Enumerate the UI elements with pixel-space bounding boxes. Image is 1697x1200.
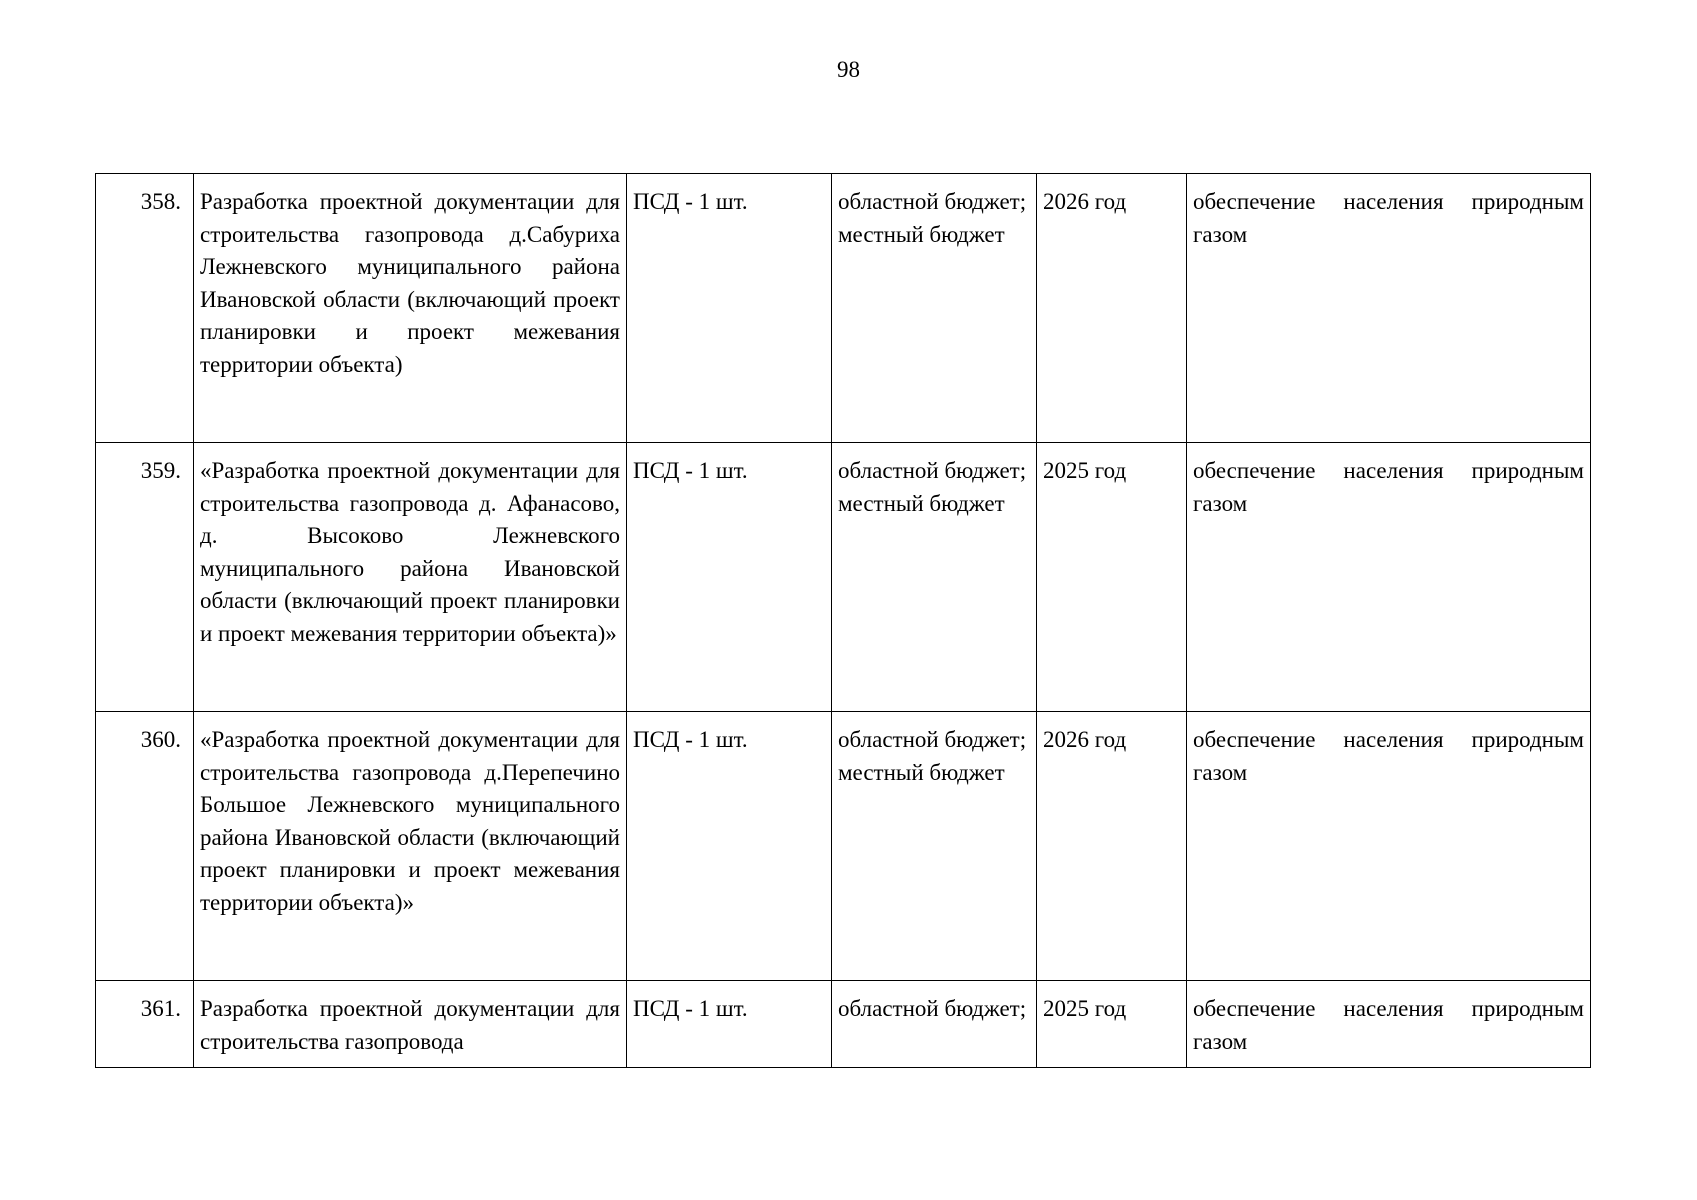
row-quantity: ПСД - 1 шт. (627, 712, 832, 981)
row-number: 358. (96, 174, 194, 443)
table-row (96, 712, 1591, 981)
funding-line: областной бюджет; (838, 189, 1027, 214)
row-description: «Разработка проектной документации для строительства газопровода д. Афанасово, д. Высоково Лежневского муниципального района Ивановской области (включающий проект планировки и проект межевания территории объекта)» (194, 443, 627, 712)
row-funding (832, 174, 1037, 443)
row-description: «Разработка проектной документации для строительства газопровода д.Перепечино Большое Лежневского муниципального района Ивановской области (включающий проект планировки и проект межевания территории объекта)» (194, 712, 627, 981)
funding-line: местный бюджет (838, 490, 1005, 516)
row-result: обеспечение населения природным газом (1187, 443, 1591, 712)
row-year: 2025 год (1037, 981, 1187, 1068)
row-year: 2026 год (1037, 174, 1187, 443)
page-number: 98 (837, 57, 860, 82)
funding-line: областной бюджет; (838, 996, 1027, 1021)
row-year: 2026 год (1037, 712, 1187, 981)
funding-line: местный бюджет (838, 759, 1005, 785)
row-funding (832, 712, 1037, 981)
row-number: 361. (96, 981, 194, 1068)
row-result: обеспечение населения природным газом (1187, 981, 1591, 1068)
row-funding (832, 981, 1037, 1068)
funding-line: областной бюджет; (838, 727, 1027, 752)
row-quantity: ПСД - 1 шт. (627, 443, 832, 712)
measures-table (95, 173, 1591, 1068)
row-number: 359. (96, 443, 194, 712)
row-description: Разработка проектной документации для строительства газопровода д.Сабуриха Лежневского муниципального района Ивановской области (включающий проект планировки и проект межевания территории объекта) (194, 174, 627, 443)
table-row (96, 443, 1591, 712)
row-number: 360. (96, 712, 194, 981)
table-row (96, 174, 1591, 443)
row-result: обеспечение населения природным газом (1187, 174, 1591, 443)
row-quantity: ПСД - 1 шт. (627, 981, 832, 1068)
table-row (96, 981, 1591, 1068)
funding-line: местный бюджет (838, 221, 1005, 247)
row-quantity: ПСД - 1 шт. (627, 174, 832, 443)
row-description: Разработка проектной документации для строительства газопровода (194, 981, 627, 1068)
row-funding (832, 443, 1037, 712)
row-year: 2025 год (1037, 443, 1187, 712)
funding-line: областной бюджет; (838, 458, 1027, 483)
row-result: обеспечение населения природным газом (1187, 712, 1591, 981)
